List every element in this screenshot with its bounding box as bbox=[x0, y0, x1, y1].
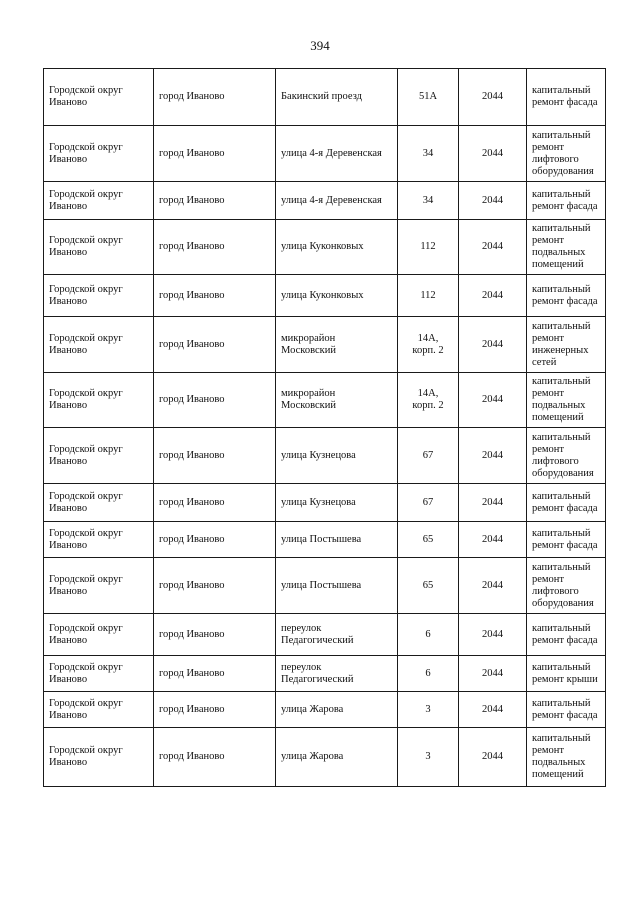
city-cell: город Иваново bbox=[154, 692, 276, 728]
table-row bbox=[44, 275, 606, 317]
street-cell: микрорайон Московский bbox=[276, 317, 398, 373]
street-cell: улица Жарова bbox=[276, 728, 398, 787]
year-cell: 2044 bbox=[459, 522, 527, 558]
year-cell: 2044 bbox=[459, 126, 527, 182]
okrug-cell: Городской округ Иваново bbox=[44, 484, 154, 522]
street-cell: улица 4-я Деревенская bbox=[276, 126, 398, 182]
table-row bbox=[44, 373, 606, 428]
work-cell: капитальный ремонт подвальных помещений bbox=[527, 220, 606, 275]
okrug-cell: Городской округ Иваново bbox=[44, 656, 154, 692]
okrug-cell: Городской округ Иваново bbox=[44, 522, 154, 558]
year-cell: 2044 bbox=[459, 182, 527, 220]
table-row bbox=[44, 728, 606, 787]
table-row bbox=[44, 126, 606, 182]
table-row bbox=[44, 69, 606, 126]
work-cell: капитальный ремонт фасада bbox=[527, 484, 606, 522]
okrug-cell: Городской округ Иваново bbox=[44, 692, 154, 728]
street-cell: улица 4-я Деревенская bbox=[276, 182, 398, 220]
house-cell: 14А, корп. 2 bbox=[398, 317, 459, 373]
city-cell: город Иваново bbox=[154, 656, 276, 692]
city-cell: город Иваново bbox=[154, 182, 276, 220]
year-cell: 2044 bbox=[459, 614, 527, 656]
table-row bbox=[44, 428, 606, 484]
house-cell: 65 bbox=[398, 522, 459, 558]
okrug-cell: Городской округ Иваново bbox=[44, 373, 154, 428]
year-cell: 2044 bbox=[459, 428, 527, 484]
year-cell: 2044 bbox=[459, 558, 527, 614]
work-cell: капитальный ремонт фасада bbox=[527, 69, 606, 126]
city-cell: город Иваново bbox=[154, 522, 276, 558]
table-row bbox=[44, 484, 606, 522]
city-cell: город Иваново bbox=[154, 614, 276, 656]
work-cell: капитальный ремонт крыши bbox=[527, 656, 606, 692]
year-cell: 2044 bbox=[459, 656, 527, 692]
house-cell: 14А, корп. 2 bbox=[398, 373, 459, 428]
house-cell: 6 bbox=[398, 614, 459, 656]
city-cell: город Иваново bbox=[154, 484, 276, 522]
okrug-cell: Городской округ Иваново bbox=[44, 317, 154, 373]
table-row bbox=[44, 614, 606, 656]
street-cell: улица Куконковых bbox=[276, 220, 398, 275]
page-number: 394 bbox=[310, 38, 330, 53]
repair-registry-table bbox=[43, 68, 606, 787]
street-cell: улица Постышева bbox=[276, 558, 398, 614]
street-cell: улица Кузнецова bbox=[276, 428, 398, 484]
street-cell: переулок Педагогический bbox=[276, 614, 398, 656]
house-cell: 6 bbox=[398, 656, 459, 692]
house-cell: 34 bbox=[398, 126, 459, 182]
table-row bbox=[44, 182, 606, 220]
work-cell: капитальный ремонт фасада bbox=[527, 614, 606, 656]
work-cell: капитальный ремонт подвальных помещений bbox=[527, 373, 606, 428]
house-cell: 112 bbox=[398, 275, 459, 317]
okrug-cell: Городской округ Иваново bbox=[44, 614, 154, 656]
year-cell: 2044 bbox=[459, 317, 527, 373]
house-cell: 34 bbox=[398, 182, 459, 220]
work-cell: капитальный ремонт фасада bbox=[527, 275, 606, 317]
city-cell: город Иваново bbox=[154, 428, 276, 484]
house-cell: 3 bbox=[398, 728, 459, 787]
city-cell: город Иваново bbox=[154, 69, 276, 126]
work-cell: капитальный ремонт фасада bbox=[527, 522, 606, 558]
street-cell: улица Постышева bbox=[276, 522, 398, 558]
street-cell: улица Кузнецова bbox=[276, 484, 398, 522]
city-cell: город Иваново bbox=[154, 126, 276, 182]
street-cell: переулок Педагогический bbox=[276, 656, 398, 692]
table-row bbox=[44, 220, 606, 275]
city-cell: город Иваново bbox=[154, 220, 276, 275]
city-cell: город Иваново bbox=[154, 373, 276, 428]
table-row bbox=[44, 692, 606, 728]
table-row bbox=[44, 522, 606, 558]
work-cell: капитальный ремонт лифтового оборудования bbox=[527, 126, 606, 182]
city-cell: город Иваново bbox=[154, 317, 276, 373]
street-cell: улица Жарова bbox=[276, 692, 398, 728]
year-cell: 2044 bbox=[459, 484, 527, 522]
year-cell: 2044 bbox=[459, 728, 527, 787]
year-cell: 2044 bbox=[459, 692, 527, 728]
house-cell: 112 bbox=[398, 220, 459, 275]
year-cell: 2044 bbox=[459, 373, 527, 428]
work-cell: капитальный ремонт фасада bbox=[527, 692, 606, 728]
street-cell: Бакинский проезд bbox=[276, 69, 398, 126]
house-cell: 67 bbox=[398, 484, 459, 522]
work-cell: капитальный ремонт инженерных сетей bbox=[527, 317, 606, 373]
work-cell: капитальный ремонт фасада bbox=[527, 182, 606, 220]
table-row bbox=[44, 317, 606, 373]
street-cell: улица Куконковых bbox=[276, 275, 398, 317]
okrug-cell: Городской округ Иваново bbox=[44, 728, 154, 787]
city-cell: город Иваново bbox=[154, 275, 276, 317]
okrug-cell: Городской округ Иваново bbox=[44, 126, 154, 182]
work-cell: капитальный ремонт лифтового оборудования bbox=[527, 428, 606, 484]
house-cell: 67 bbox=[398, 428, 459, 484]
house-cell: 51А bbox=[398, 69, 459, 126]
table-row bbox=[44, 656, 606, 692]
okrug-cell: Городской округ Иваново bbox=[44, 275, 154, 317]
okrug-cell: Городской округ Иваново bbox=[44, 69, 154, 126]
year-cell: 2044 bbox=[459, 275, 527, 317]
street-cell: микрорайон Московский bbox=[276, 373, 398, 428]
okrug-cell: Городской округ Иваново bbox=[44, 428, 154, 484]
year-cell: 2044 bbox=[459, 69, 527, 126]
table-row bbox=[44, 558, 606, 614]
house-cell: 3 bbox=[398, 692, 459, 728]
city-cell: город Иваново bbox=[154, 558, 276, 614]
okrug-cell: Городской округ Иваново bbox=[44, 182, 154, 220]
city-cell: город Иваново bbox=[154, 728, 276, 787]
work-cell: капитальный ремонт подвальных помещений bbox=[527, 728, 606, 787]
work-cell: капитальный ремонт лифтового оборудования bbox=[527, 558, 606, 614]
year-cell: 2044 bbox=[459, 220, 527, 275]
okrug-cell: Городской округ Иваново bbox=[44, 220, 154, 275]
house-cell: 65 bbox=[398, 558, 459, 614]
okrug-cell: Городской округ Иваново bbox=[44, 558, 154, 614]
